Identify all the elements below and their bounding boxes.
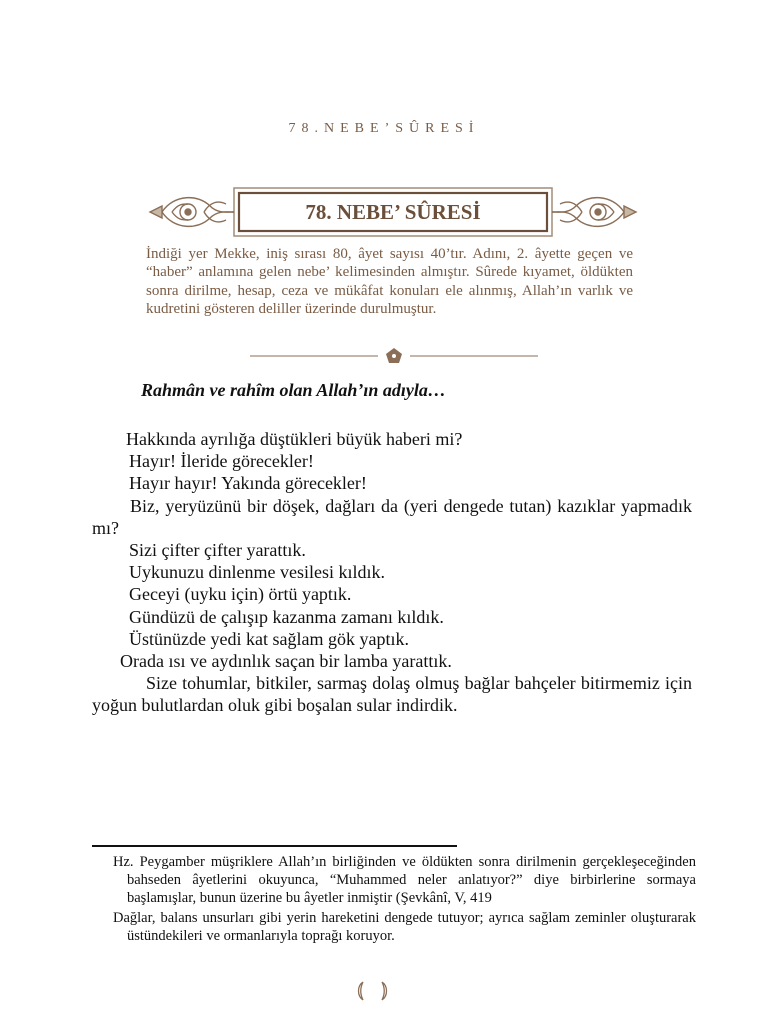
ornament-left-icon (150, 198, 234, 227)
verse-6: Uykunuzu dinlenme vesilesi kıldık. (129, 562, 385, 583)
verse-1: Hakkında ayrılığa düştükleri büyük haberi mi? (126, 429, 463, 449)
footnote-2: Dağlar, balans unsurları gibi yerin hareketini dengede tutuyor; ayrıca sağlam zeminler oluşturarak üstündekileri ve ormanlarıyla toprağı koruyor. (113, 910, 696, 945)
footnote-rule (92, 845, 457, 847)
footnotes (113, 854, 696, 949)
verse-4: Biz, yeryüzünü bir döşek, dağları da (yeri dengede tutan) kazıklar yapmadık mı? (92, 495, 692, 538)
verse-9: Üstünüzde yedi kat sağlam gök yaptık. (129, 628, 409, 649)
surah-title-banner (148, 186, 638, 238)
section-divider (250, 346, 538, 366)
verse-5: Sizi çifter çifter yarattık. (129, 540, 306, 561)
running-head: 78.NEBE’SÛRESİ (288, 121, 480, 136)
verse-2: Hayır! İleride görecekler! (129, 451, 314, 472)
verse-10: Orada ısı ve aydınlık saçan bir lamba yarattık. (120, 651, 452, 672)
basmala: Rahmân ve rahîm olan Allah’ın adıyla… (141, 380, 446, 400)
verse-11: Size tohumlar, bitkiler, sarmaş dolaş olmuş bağlar bahçeler bitirmemiz için yoğun bulutlardan oluk gibi boşalan sular indirdik. (92, 673, 692, 716)
verse-7: Geceyi (uyku için) örtü yaptık. (129, 584, 352, 605)
verse-3: Hayır hayır! Yakında görecekler! (129, 473, 367, 494)
footnote-1: Hz. Peygamber müşriklere Allah’ın birliğinden ve öldükten sonra dirilmenin gerçekleşeceğinden bahseden âyetlerini okuyunca, “Muhammed neler anlatıyor?” diye birbirlerine sormaya başlamışlar, bunun üzerine bu âyetler inmiştir (Şevkânî, V, 419 (113, 854, 696, 906)
verse-8: Gündüzü de çalışıp kazanma zamanı kıldık. (129, 606, 444, 627)
ornament-right-icon (552, 198, 636, 227)
verse-list (92, 428, 692, 717)
surah-introduction: İndiği yer Mekke, iniş sırası 80, âyet sayısı 40’tır. Adını, 2. âyette geçen ve “haber” anlamına gelen nebe’ kelimesinden almıştır. Sûrede kıyamet, öldükten sonra dirilme, hesap, ceza ve mükâfat konuları ele alınmış, Allah’ın varlık ve kudretini gösteren deliller üzerinde durulmuştur. (146, 246, 633, 317)
surah-title: 78. NEBE’ SÛRESİ (305, 200, 481, 224)
divider-ornament-icon (386, 348, 402, 363)
page-number-ornament-icon (355, 980, 390, 1002)
